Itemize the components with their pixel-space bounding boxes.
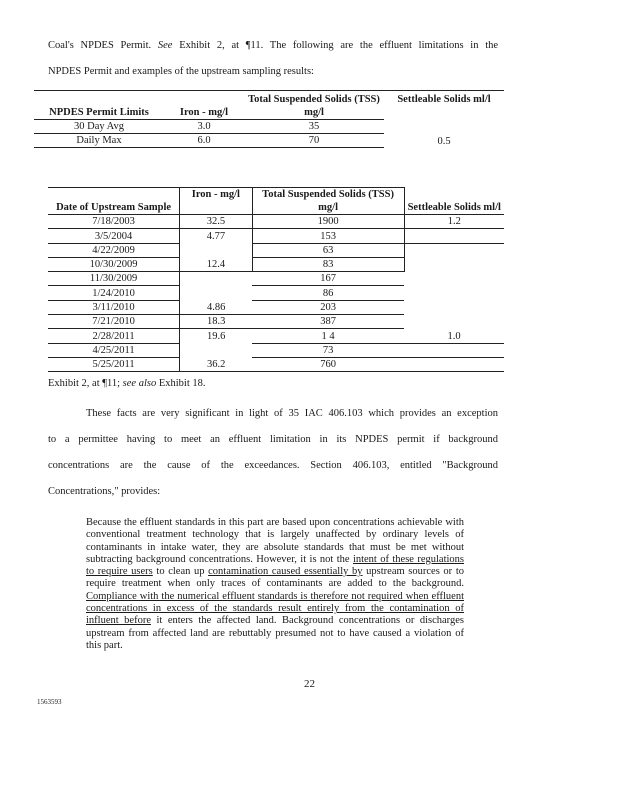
- table-row: 3/11/2010 4.86 203: [48, 300, 504, 314]
- upstream-samples-table: [48, 187, 504, 372]
- table-row: 7/18/2003 32.5 1900 1.2: [48, 215, 504, 229]
- table1-header: Iron - mg/l: [164, 91, 244, 120]
- table2-header: Date of Upstream Sample: [48, 188, 180, 215]
- paragraph-line: concentrations are the cause of the exceedances. Section 406.103, entitled "Background: [48, 460, 498, 471]
- paragraph-line: These facts are very significant in light of 35 IAC 406.103 which provides an exception: [86, 408, 498, 419]
- table2-header: Total Suspended Solids (TSS) mg/l: [252, 188, 404, 215]
- table1-header: Total Suspended Solids (TSS) mg/l: [244, 91, 384, 120]
- paragraph-line: to a permittee having to meet an effluent limitation in its NPDES permit if background: [48, 434, 498, 445]
- npdes-limits-table: [34, 90, 504, 148]
- table-row: 11/30/2009 167: [48, 272, 504, 286]
- table2-header: Settleable Solids ml/l: [404, 188, 504, 215]
- table-row: 1/24/2010 86: [48, 286, 504, 300]
- paragraph-line: Concentrations," provides:: [48, 486, 161, 497]
- table2-header: Iron - mg/l: [180, 188, 252, 215]
- table-row: 30 Day Avg 3.0 35: [34, 120, 504, 134]
- table-row: 10/30/2009 12.4 83: [48, 257, 504, 271]
- table1-header: NPDES Permit Limits: [34, 91, 164, 120]
- table-row: 7/21/2010 18.3 387: [48, 315, 504, 329]
- exhibit-citation: Exhibit 2, at ¶11; see also Exhibit 18.: [48, 378, 206, 389]
- table-row: 3/5/2004 4.77 153: [48, 229, 504, 243]
- document-id: 1563593: [37, 698, 62, 706]
- table-row: 5/25/2011 36.2 760: [48, 357, 504, 371]
- table-row: Daily Max 6.0 70 0.5: [34, 134, 504, 148]
- table-row: 4/22/2009 63: [48, 243, 504, 257]
- table-row: 4/25/2011 73: [48, 343, 504, 357]
- intro-line-1: Coal's NPDES Permit. See Exhibit 2, at ¶11. The following are the effluent limitations in the: [48, 40, 499, 51]
- table1-header: Settleable Solids ml/l: [384, 91, 504, 120]
- table-row: 2/28/2011 19.6 1 4 1.0: [48, 329, 504, 343]
- intro-line-2: NPDES Permit and examples of the upstream sampling results:: [48, 66, 314, 77]
- block-quote: Because the effluent standards in this part are based upon concentrations achievable with conventional treatment technology that is largely unaffected by ordinary levels of contaminants in intake water, they are absolute standards that must be met without subtracting background concentrations. However, it is not the intent of these regulations to require users to clean up contamination caused essentially by upstream sources or to require treatment when only traces of contaminants are added to the background. Compliance with the numerical effluent standards is therefore not required when effluent concentrations in excess of the standards result entirely from the contamination of influent before it enters the affected land. Background concentrations or discharges upstream from affected land are rebuttably presumed not to have caused a violation of this part.: [86, 517, 464, 651]
- page-number: 22: [304, 678, 315, 690]
